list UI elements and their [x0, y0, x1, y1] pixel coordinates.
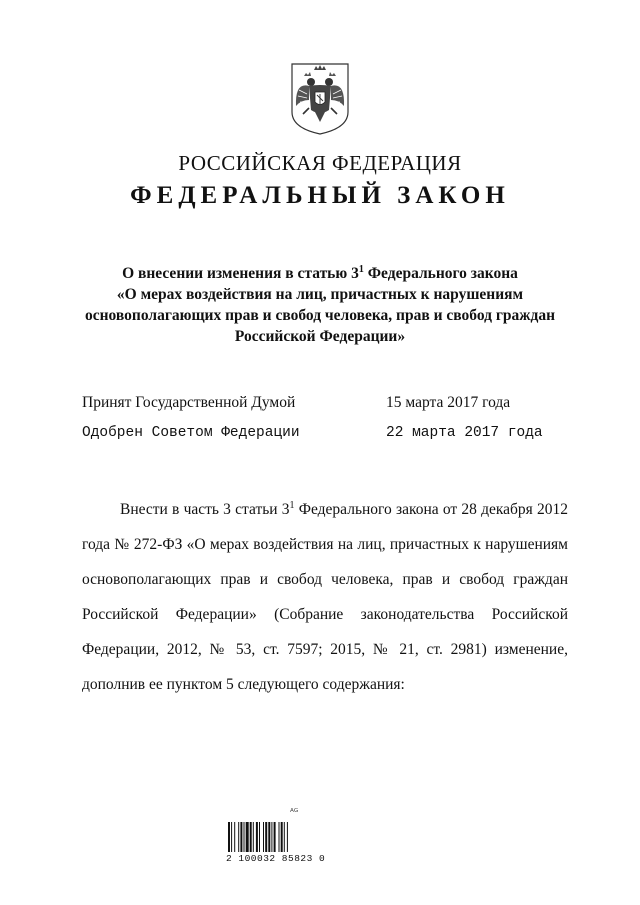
duma-adoption-label: Принят Государственной Думой [82, 394, 296, 411]
document-type: ФЕДЕРАЛЬНЫЙ ЗАКОН [130, 182, 510, 209]
body-line: года № 272-ФЗ «О мерах воздействия на лиц, причастных к нарушениям [82, 536, 568, 553]
body-line: Внести в часть 3 статьи $3^1$ Федерального закона от 28 декабря 2012 [120, 499, 568, 518]
barcode-mark: ᴬᴳ [290, 808, 299, 818]
duma-adoption-date: 15 марта 2017 года [386, 394, 511, 411]
law-title-line: основополагающих прав и свобод человека, прав и свобод граждан [84, 307, 556, 324]
council-approval-label: Одобрен Советом Федерации [82, 425, 300, 441]
body-line: основополагающих прав и свобод человека, прав и свобод граждан [82, 571, 568, 588]
country-name: РОССИЙСКАЯ ФЕДЕРАЦИЯ [178, 151, 462, 175]
barcode-number: 2 100032 85823 0 [226, 853, 326, 864]
law-title-line: «О мерах воздействия на лиц, причастных к нарушениям [116, 286, 524, 303]
law-body [82, 492, 568, 702]
law-title [80, 263, 560, 347]
coat-of-arms-icon [287, 60, 353, 136]
law-title-line: Российской Федерации» [234, 328, 406, 345]
body-line: Федерации, 2012, № 53, ст. 7597; 2015, № 21, ст. 2981) изменение, [82, 641, 568, 658]
body-line: дополнив ее пунктом 5 следующего содержания: [82, 676, 405, 693]
law-title-line: О внесении изменения в статью $3^1$ Федерального закона [122, 263, 518, 282]
council-approval-date: 22 марта 2017 года [386, 425, 543, 441]
barcode-icon [228, 822, 300, 852]
body-line: Российской Федерации» (Собрание законодательства Российской [82, 606, 568, 623]
